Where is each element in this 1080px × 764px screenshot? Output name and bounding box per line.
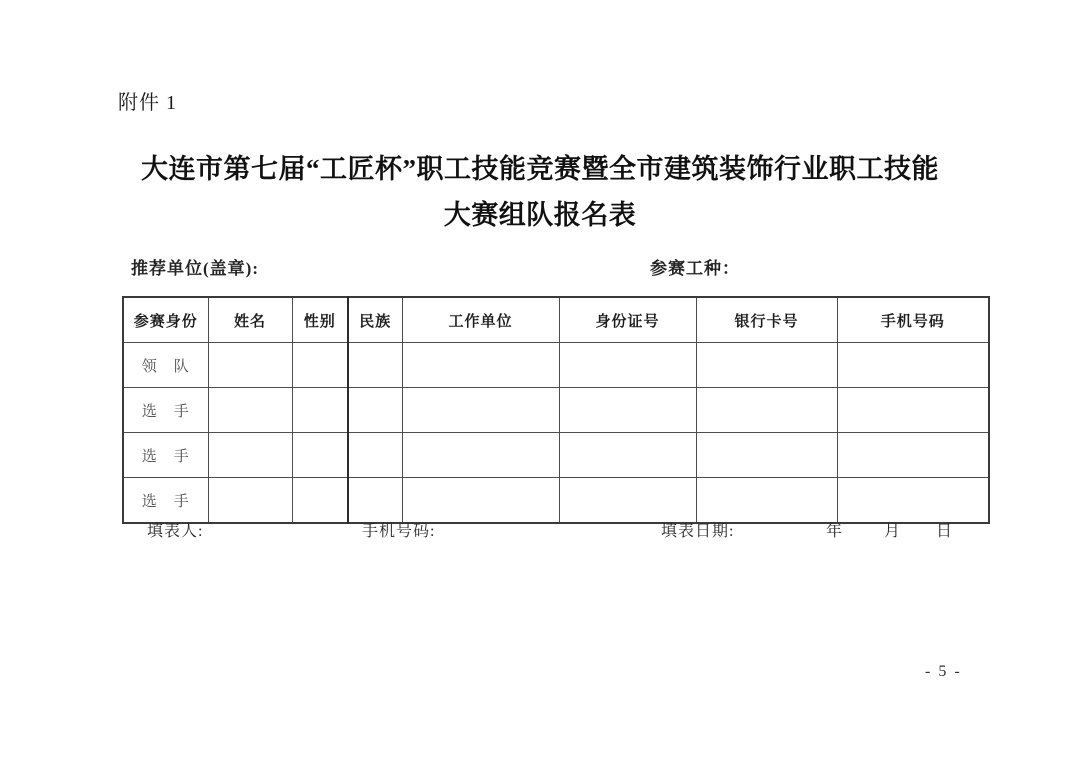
empty-cell — [696, 343, 837, 388]
empty-cell — [208, 388, 292, 433]
empty-cell — [402, 433, 559, 478]
attachment-label: 附件 1 — [118, 92, 177, 114]
header-id-number: 身份证号 — [559, 297, 696, 343]
empty-cell — [559, 478, 696, 524]
empty-cell — [559, 433, 696, 478]
header-bank-card: 银行卡号 — [696, 297, 837, 343]
empty-cell — [292, 478, 348, 524]
empty-cell — [348, 433, 402, 478]
empty-cell — [696, 388, 837, 433]
competition-trade-label: 参赛工种： — [650, 259, 740, 278]
table-row-player-1 — [123, 388, 989, 433]
header-phone: 手机号码 — [837, 297, 989, 343]
empty-cell — [292, 343, 348, 388]
empty-cell — [348, 478, 402, 524]
table-header-row — [123, 297, 989, 343]
row-label-player: 选 手 — [123, 433, 208, 478]
table-row-player-2 — [123, 433, 989, 478]
header-name: 姓名 — [208, 297, 292, 343]
header-work-unit: 工作单位 — [402, 297, 559, 343]
form-filler-label: 填表人: — [147, 523, 204, 540]
document-title-line2: 大赛组队报名表 — [443, 200, 637, 230]
footer-phone-label: 手机号码: — [362, 523, 436, 540]
empty-cell — [348, 343, 402, 388]
document-title — [60, 146, 1020, 238]
row-label-leader: 领 队 — [123, 343, 208, 388]
empty-cell — [696, 433, 837, 478]
table-row-leader — [123, 343, 989, 388]
header-identity: 参赛身份 — [123, 297, 208, 343]
form-footer-row — [0, 518, 1080, 542]
header-gender: 性别 — [292, 297, 348, 343]
empty-cell — [696, 478, 837, 524]
form-meta-row — [0, 254, 1080, 280]
day-label: 日 — [936, 523, 953, 540]
empty-cell — [837, 343, 989, 388]
empty-cell — [292, 433, 348, 478]
empty-cell — [837, 433, 989, 478]
year-label: 年 — [826, 523, 843, 540]
empty-cell — [837, 478, 989, 524]
document-title-line1: 大连市第七届“工匠杯”职工技能竞赛暨全市建筑装饰行业职工技能 — [141, 154, 939, 184]
empty-cell — [208, 343, 292, 388]
month-label: 月 — [884, 523, 901, 540]
table-row-player-3 — [123, 478, 989, 524]
empty-cell — [837, 388, 989, 433]
empty-cell — [208, 433, 292, 478]
empty-cell — [402, 388, 559, 433]
registration-table — [122, 296, 990, 524]
empty-cell — [348, 388, 402, 433]
recommending-unit-label: 推荐单位(盖章): — [131, 259, 259, 278]
empty-cell — [559, 388, 696, 433]
empty-cell — [402, 478, 559, 524]
header-ethnicity: 民族 — [348, 297, 402, 343]
empty-cell — [292, 388, 348, 433]
empty-cell — [559, 343, 696, 388]
page-number: - 5 - — [925, 663, 962, 680]
empty-cell — [402, 343, 559, 388]
empty-cell — [208, 478, 292, 524]
row-label-player: 选 手 — [123, 478, 208, 524]
fill-date-label: 填表日期: — [661, 523, 735, 540]
row-label-player: 选 手 — [123, 388, 208, 433]
